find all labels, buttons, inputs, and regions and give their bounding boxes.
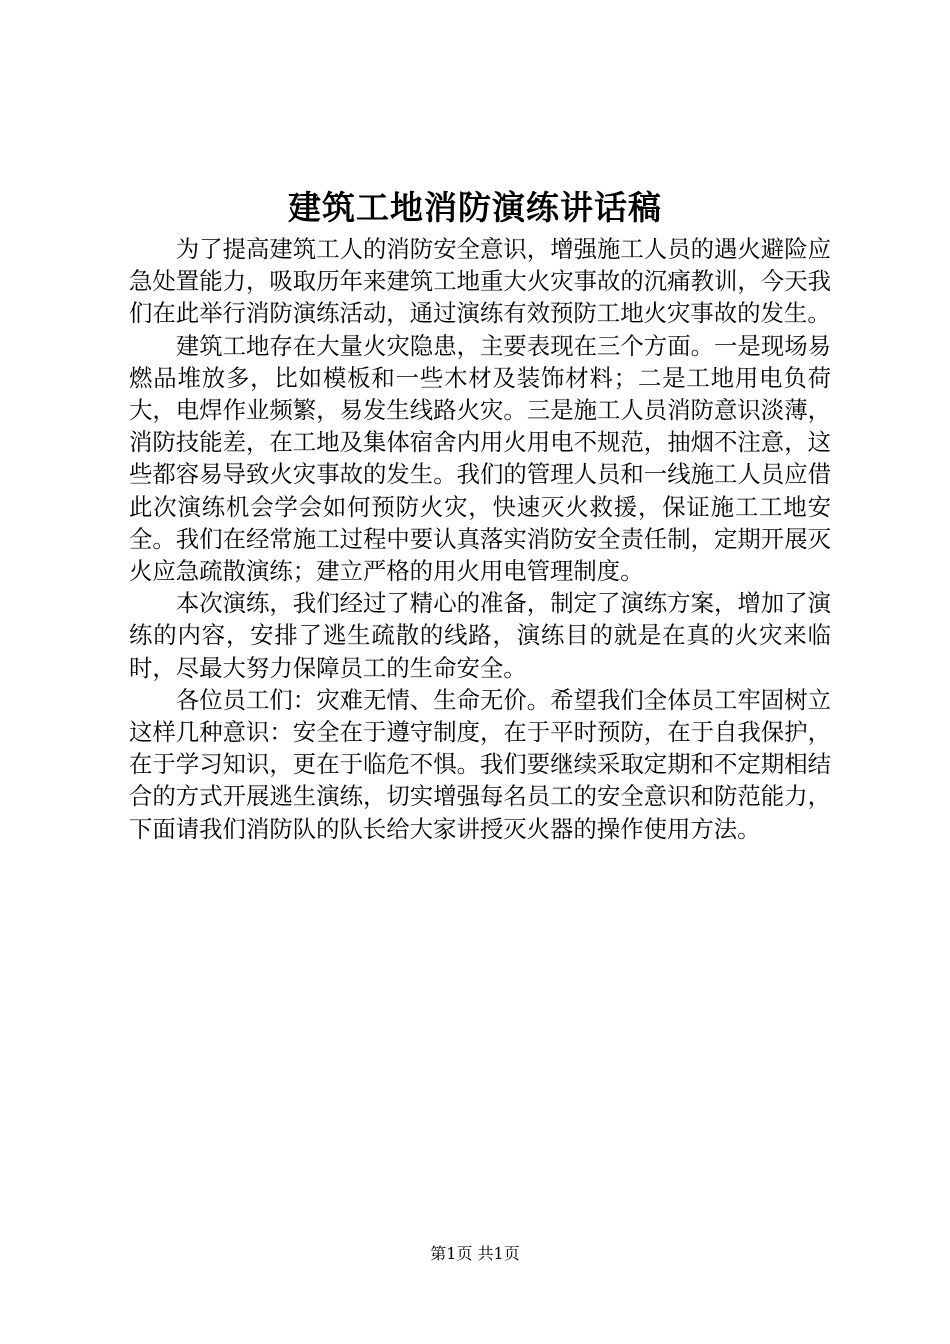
paragraph-4: 各位员工们：灾难无情、生命无价。希望我们全体员工牢固树立这样几种意识：安全在于遵守制度，在于平时预防，在于自我保护，在于学习知识，更在于临危不惧。我们要继续采取定期和不定期相结合的方式开展逃生演练，切实增强每名员工的安全意识和防范能力，下面请我们消防队的队长给大家讲授灭火器的操作使用方法。 bbox=[129, 685, 831, 843]
paragraph-3: 本次演练，我们经过了精心的准备，制定了演练方案，增加了演练的内容，安排了逃生疏散的线路，演练目的就是在真的火灾来临时，尽最大努力保障员工的生命安全。 bbox=[129, 589, 831, 682]
paragraph-2: 建筑工地存在大量火灾隐患，主要表现在三个方面。一是现场易燃品堆放多，比如模板和一些木材及装饰材料；二是工地用电负荷大，电焊作业频繁，易发生线路火灾。三是施工人员消防意识淡薄，消防技能差，在工地及集体宿舍内用火用电不规范，抽烟不注意，这些都容易导致火灾事故的发生。我们的管理人员和一线施工人员应借此次演练机会学会如何预防火灾，快速灭火救援，保证施工工地安全。我们在经常施工过程中要认真落实消防安全责任制，定期开展灭火应急疏散演练；建立严格的用火用电管理制度。 bbox=[129, 331, 831, 586]
page-footer: 第1页 共1页 bbox=[430, 1244, 520, 1263]
document-body bbox=[129, 233, 831, 845]
document-title: 建筑工地消防演练讲话稿 bbox=[288, 188, 662, 227]
paragraph-1: 为了提高建筑工人的消防安全意识，增强施工人员的遇火避险应急处置能力，吸取历年来建筑工地重大火灾事故的沉痛教训，今天我们在此举行消防演练活动，通过演练有效预防工地火灾事故的发生。 bbox=[129, 235, 831, 328]
